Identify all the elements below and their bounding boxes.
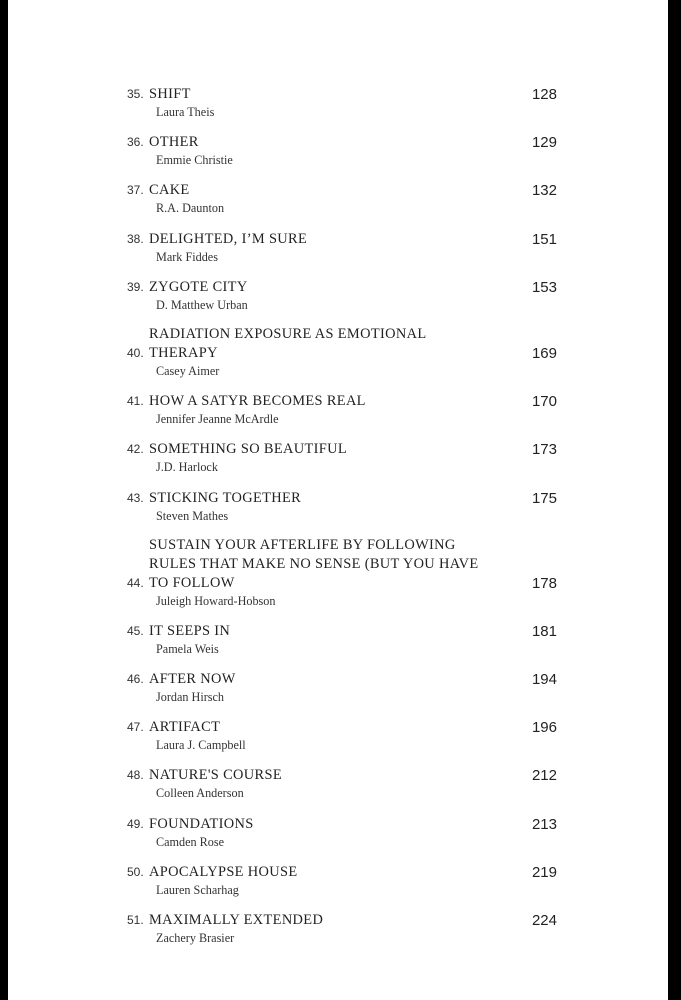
entry-title: SHIFT [149, 86, 191, 102]
entry-title: HOW A SATYR BECOMES REAL [149, 393, 366, 410]
entry-number: 50. [127, 864, 144, 879]
entry-page-number: 213 [531, 815, 557, 833]
entry-page-number: 219 [531, 863, 557, 881]
entry-title: CAKE [149, 182, 190, 199]
entry-page-number: 128 [531, 86, 557, 103]
entry-number: 40. [127, 345, 144, 360]
entry-number: 51. [127, 913, 144, 927]
toc-entry [127, 488, 557, 524]
toc-entry [127, 536, 557, 609]
entry-page-number: 132 [531, 182, 557, 200]
entry-page-number: 170 [531, 393, 557, 411]
entry-title: OTHER [149, 134, 199, 151]
toc-entry [127, 84, 557, 120]
toc-entry [127, 132, 557, 168]
entry-title: IT SEEPS IN [149, 622, 231, 639]
entry-page-number: 173 [531, 441, 557, 459]
entry-number: 39. [127, 279, 144, 294]
entry-title: NATURE'S COURSE [149, 767, 282, 784]
toc-entry [127, 862, 557, 898]
entry-number: 41. [127, 394, 144, 409]
entry-page-number: 194 [531, 671, 557, 689]
toc-entry [127, 717, 557, 753]
document-page [8, 0, 668, 1000]
entry-number: 43. [127, 490, 144, 505]
entry-title: RADIATION EXPOSURE AS EMOTIONAL THERAPY [149, 325, 427, 361]
entry-author: Pamela Weis [156, 641, 219, 656]
toc-entry [127, 814, 557, 850]
entry-page-number: 224 [531, 912, 557, 929]
entry-title: FOUNDATIONS [149, 815, 254, 832]
entry-number: 35. [127, 87, 144, 101]
toc-entry [127, 277, 557, 313]
entry-author: Zachery Brasier [156, 931, 235, 945]
toc-entry [127, 229, 557, 265]
entry-author: Laura Theis [156, 105, 215, 119]
entry-author: Lauren Scharhag [156, 882, 239, 897]
entry-author: Juleigh Howard-Hobson [156, 593, 276, 608]
entry-page-number: 181 [531, 622, 557, 640]
entry-author: Colleen Anderson [156, 786, 244, 801]
entry-number: 44. [127, 575, 144, 590]
toc-entry [127, 669, 557, 705]
entry-page-number: 175 [531, 489, 557, 507]
entry-page-number: 169 [531, 344, 557, 362]
entry-page-number: 178 [531, 574, 557, 592]
toc-entry [127, 180, 557, 216]
entry-author: Emmie Christie [156, 153, 233, 168]
entry-number: 37. [127, 183, 144, 198]
toc-entry [127, 765, 557, 801]
entry-author: Laura J. Campbell [156, 738, 246, 753]
entry-title: DELIGHTED, I’M SURE [149, 230, 308, 247]
entry-author: D. Matthew Urban [156, 297, 248, 312]
entry-number: 47. [127, 720, 144, 735]
entry-page-number: 212 [531, 767, 557, 785]
entry-title: AFTER NOW [149, 671, 236, 688]
entry-page-number: 196 [531, 719, 557, 737]
entry-title: SOMETHING SO BEAUTIFUL [149, 441, 347, 458]
entry-number: 42. [127, 442, 144, 457]
entry-number: 49. [127, 816, 144, 831]
entry-title: ARTIFACT [149, 719, 221, 736]
toc-entry [127, 621, 557, 657]
entry-number: 36. [127, 135, 144, 150]
entry-author: Jordan Hirsch [156, 690, 225, 705]
table-of-contents [127, 84, 557, 958]
toc-entry [127, 439, 557, 475]
entry-number: 46. [127, 672, 144, 687]
toc-entry [127, 910, 557, 946]
entry-title: APOCALYPSE HOUSE [149, 863, 298, 880]
entry-number: 48. [127, 768, 144, 783]
entry-title: MAXIMALLY EXTENDED [149, 912, 324, 928]
entry-title: SUSTAIN YOUR AFTERLIFE BY FOLLOWING RULES THAT MAKE NO SENSE (BUT YOU HAVE TO FOLLOW [149, 536, 479, 591]
entry-page-number: 153 [531, 278, 557, 296]
entry-author: Jennifer Jeanne McArdle [156, 412, 279, 427]
toc-entry [127, 325, 557, 379]
entry-author: Camden Rose [156, 834, 225, 849]
entry-title: ZYGOTE CITY [149, 278, 248, 295]
entry-number: 38. [127, 231, 144, 246]
entry-author: Steven Mathes [156, 508, 229, 523]
toc-entry [127, 391, 557, 427]
entry-number: 45. [127, 623, 144, 638]
entry-author: Mark Fiddes [156, 249, 218, 264]
entry-page-number: 151 [531, 230, 557, 248]
entry-author: Casey Aimer [156, 363, 220, 378]
entry-author: R.A. Daunton [156, 201, 225, 216]
entry-author: J.D. Harlock [156, 460, 218, 475]
entry-title: STICKING TOGETHER [149, 489, 302, 506]
entry-page-number: 129 [531, 134, 557, 152]
